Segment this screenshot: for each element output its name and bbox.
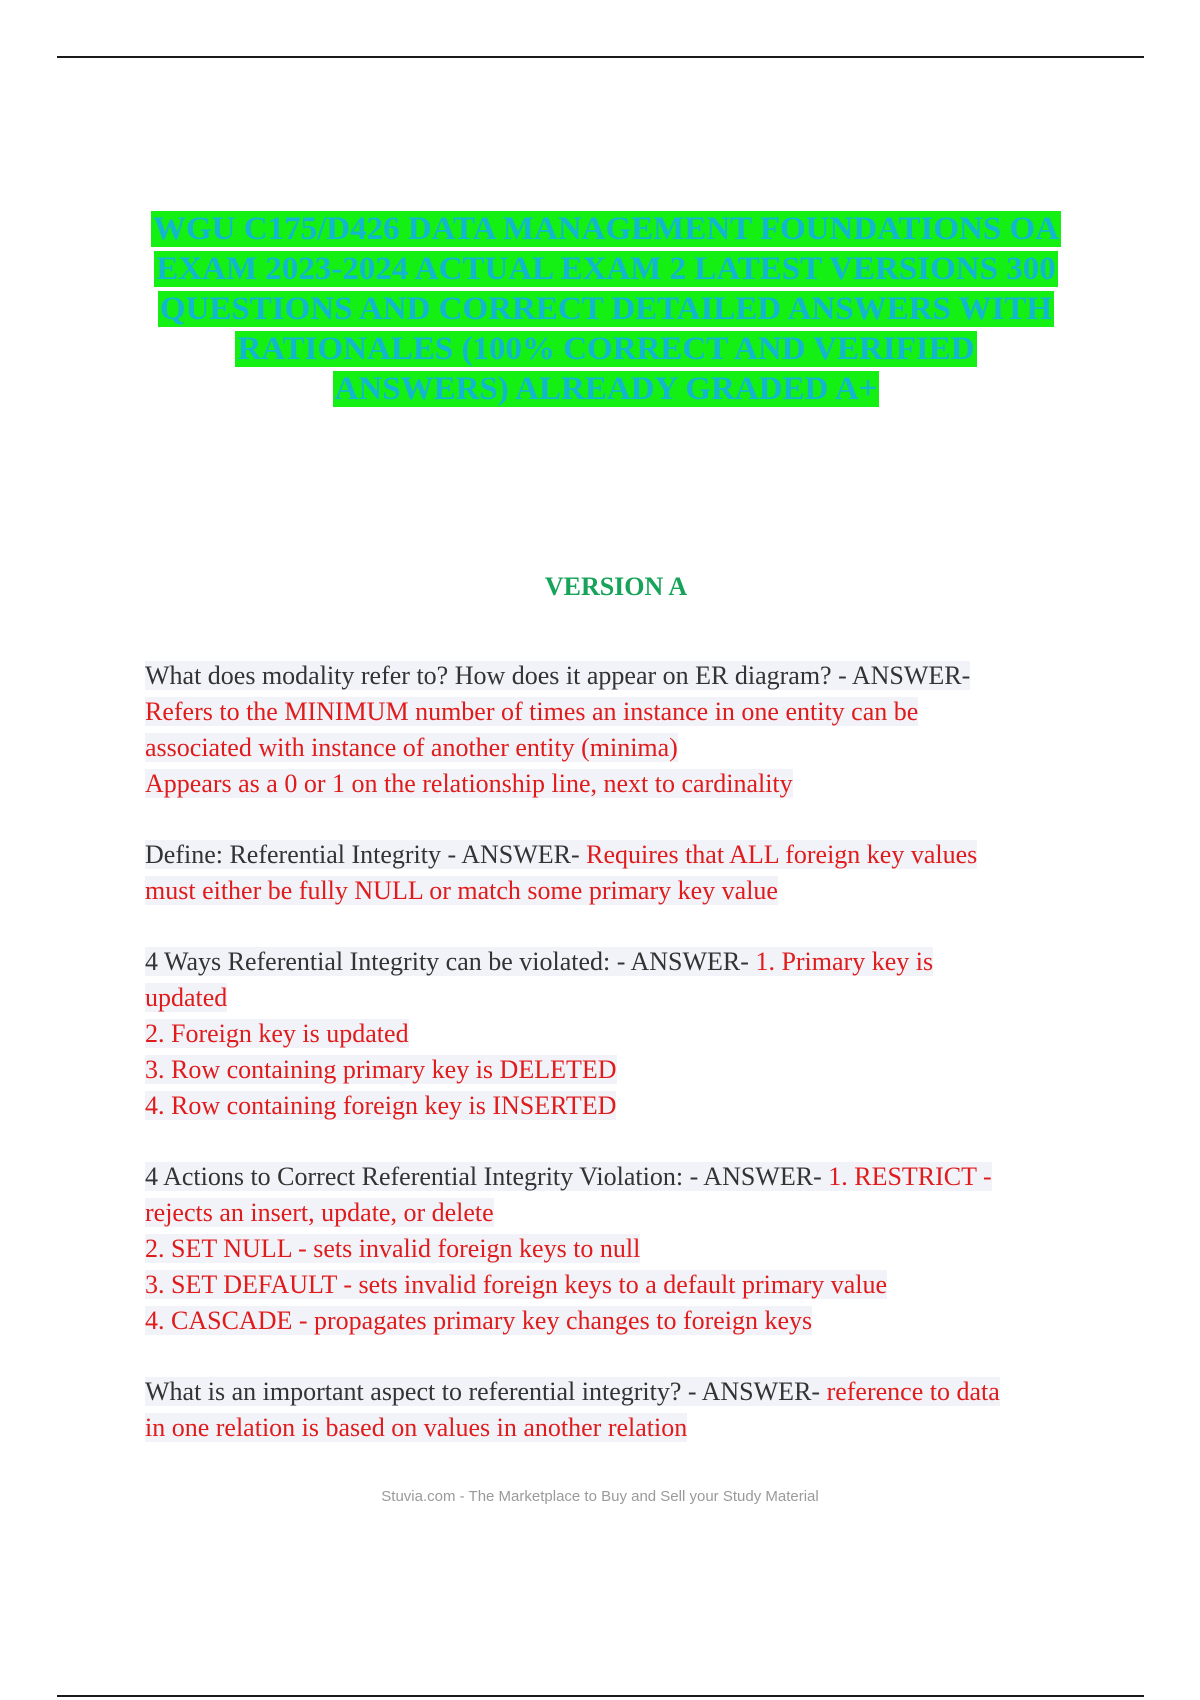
answer-line: Appears as a 0 or 1 on the relationship line, next to cardinality [145, 769, 793, 798]
title-line: QUESTIONS AND CORRECT DETAILED ANSWERS WITH [159, 291, 1053, 327]
title-line: RATIONALES (100% CORRECT AND VERIFIED [237, 331, 975, 367]
question-text: 4 Ways Referential Integrity can be violated: [145, 947, 611, 976]
answer-line: rejects an insert, update, or delete [145, 1198, 494, 1227]
answer-line: 4. CASCADE - propagates primary key changes to foreign keys [145, 1306, 813, 1335]
answer-line: 1. RESTRICT - [821, 1162, 992, 1191]
question-text: What is an important aspect to referential integrity? [145, 1377, 682, 1406]
qa-list [145, 658, 1085, 1481]
answer-line: associated with instance of another entity (minima) [145, 733, 678, 762]
answer-line: 2. SET NULL - sets invalid foreign keys to null [145, 1234, 641, 1263]
title-line: WGU C175/D426 DATA MANAGEMENT FOUNDATIONS OA [152, 211, 1059, 247]
answer-line: must either be fully NULL or match some primary key value [145, 876, 778, 905]
answer-separator: - ANSWER- [831, 661, 971, 690]
answer-line: 3. Row containing primary key is DELETED [145, 1055, 617, 1084]
qa-item [145, 1374, 1085, 1446]
qa-item [145, 658, 1085, 802]
answer-separator: - ANSWER- [681, 1377, 821, 1406]
answer-line: in one relation is based on values in another relation [145, 1413, 688, 1442]
answer-line: 2. Foreign key is updated [145, 1019, 409, 1048]
title-line: EXAM 2023-2024 ACTUAL EXAM 2 LATEST VERSIONS 300 [156, 251, 1056, 287]
question-text: What does modality refer to? How does it appear on ER diagram? [145, 661, 832, 690]
answer-separator: - ANSWER- [440, 840, 580, 869]
question-text: 4 Actions to Correct Referential Integrity Violation: [145, 1162, 684, 1191]
title-line: ANSWERS) ALREADY GRADED A+ [334, 371, 878, 407]
version-heading: VERSION A [544, 572, 688, 601]
top-rule [57, 56, 1144, 58]
answer-line: 1. Primary key is [748, 947, 934, 976]
qa-item [145, 837, 1085, 909]
qa-item [145, 944, 1085, 1124]
answer-line: reference to data [820, 1377, 1000, 1406]
answer-line: updated [145, 983, 228, 1012]
question-text: Define: Referential Integrity [145, 840, 441, 869]
answer-line: 4. Row containing foreign key is INSERTED [145, 1091, 617, 1120]
answer-separator: - ANSWER- [610, 947, 749, 976]
answer-line: Requires that ALL foreign key values [579, 840, 978, 869]
document-title [150, 209, 1062, 409]
bottom-rule [57, 1695, 1144, 1697]
footer-text: Stuvia.com - The Marketplace to Buy and Sell your Study Material [381, 1488, 819, 1505]
answer-separator: - ANSWER- [683, 1162, 822, 1191]
qa-item [145, 1159, 1085, 1339]
answer-line: 3. SET DEFAULT - sets invalid foreign keys to a default primary value [145, 1270, 888, 1299]
answer-line: Refers to the MINIMUM number of times an instance in one entity can be [145, 697, 919, 726]
